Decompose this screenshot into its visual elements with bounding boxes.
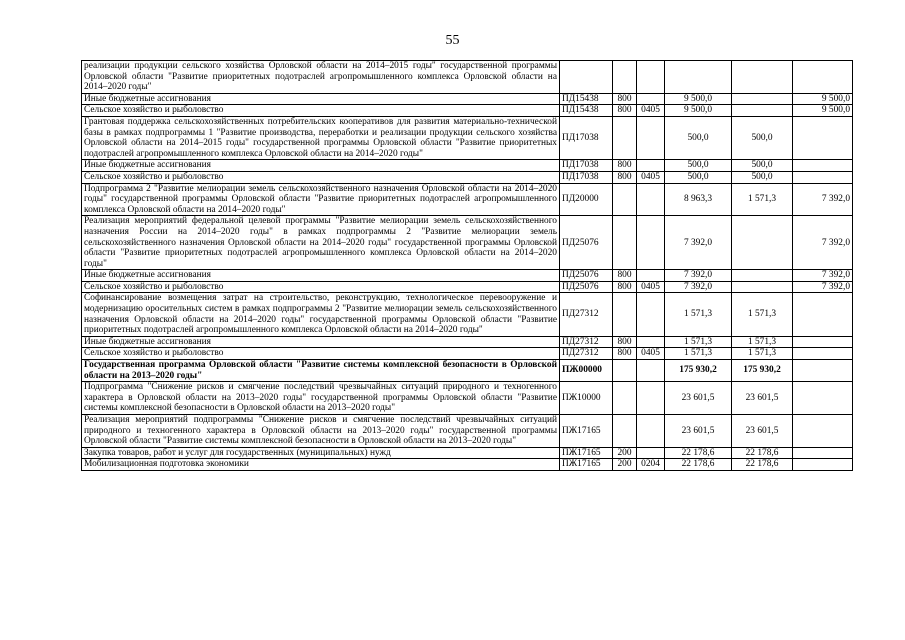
regional-amount-cell: 500,0 — [732, 160, 793, 172]
total-amount-cell: 1 571,3 — [665, 348, 732, 360]
target-code-cell: ПД25076 — [560, 216, 613, 270]
table-row — [82, 93, 853, 105]
section-cell: 0405 — [637, 348, 665, 360]
table-row — [82, 382, 853, 415]
total-amount-cell: 500,0 — [665, 171, 732, 183]
table-row — [82, 447, 853, 459]
target-code-cell: ПД25076 — [560, 281, 613, 293]
regional-amount-cell: 23 601,5 — [732, 382, 793, 415]
regional-amount-cell: 22 178,6 — [732, 459, 793, 471]
target-code-cell: ПД27312 — [560, 348, 613, 360]
table-row — [82, 105, 853, 117]
total-amount-cell: 9 500,0 — [665, 93, 732, 105]
table-row — [82, 293, 853, 336]
section-cell — [637, 61, 665, 94]
expense-type-cell: 800 — [613, 336, 637, 348]
target-code-cell: ПД15438 — [560, 105, 613, 117]
table-row — [82, 270, 853, 282]
expense-type-cell: 200 — [613, 447, 637, 459]
total-amount-cell: 500,0 — [665, 160, 732, 172]
expense-type-cell: 800 — [613, 348, 637, 360]
regional-amount-cell — [732, 281, 793, 293]
table-body — [82, 61, 853, 471]
federal-amount-cell — [793, 293, 853, 336]
regional-amount-cell — [732, 216, 793, 270]
row-name-cell: Сельское хозяйство и рыболовство — [82, 281, 560, 293]
expense-type-cell — [613, 116, 637, 159]
federal-amount-cell — [793, 382, 853, 415]
regional-amount-cell: 1 571,3 — [732, 336, 793, 348]
row-name-cell: реализации продукции сельского хозяйства Орловской области на 2014–2015 годы" государственной программы Орловской области "Развитие приоритетных подотраслей агропромышленного комплекса Орловской области на 2014–2020 годы" — [82, 61, 560, 94]
section-cell: 0405 — [637, 171, 665, 183]
federal-amount-cell: 7 392,0 — [793, 281, 853, 293]
row-name-cell: Реализация мероприятий подпрограммы "Снижение рисков и смягчение последствий чрезвычайных ситуаций природного и техногенного характера в Орловской области на 2013–2020 годы" государственной программы Орловской области "Развитие системы комплексной безопасности в Орловской области на 2013–2020 годы" — [82, 415, 560, 448]
total-amount-cell: 9 500,0 — [665, 105, 732, 117]
section-cell — [637, 216, 665, 270]
row-name-cell: Иные бюджетные ассигнования — [82, 93, 560, 105]
section-cell — [637, 183, 665, 216]
section-cell — [637, 336, 665, 348]
federal-amount-cell — [793, 360, 853, 382]
total-amount-cell — [665, 61, 732, 94]
section-cell — [637, 447, 665, 459]
federal-amount-cell: 9 500,0 — [793, 105, 853, 117]
expense-type-cell: 800 — [613, 105, 637, 117]
table-row — [82, 160, 853, 172]
row-name-cell: Сельское хозяйство и рыболовство — [82, 105, 560, 117]
federal-amount-cell — [793, 160, 853, 172]
regional-amount-cell — [732, 105, 793, 117]
total-amount-cell: 1 571,3 — [665, 336, 732, 348]
row-name-cell: Мобилизационная подготовка экономики — [82, 459, 560, 471]
section-cell — [637, 415, 665, 448]
regional-amount-cell: 1 571,3 — [732, 348, 793, 360]
regional-amount-cell: 1 571,3 — [732, 183, 793, 216]
section-cell — [637, 116, 665, 159]
table-row — [82, 415, 853, 448]
federal-amount-cell — [793, 171, 853, 183]
expense-type-cell: 800 — [613, 270, 637, 282]
section-cell — [637, 160, 665, 172]
federal-amount-cell — [793, 459, 853, 471]
federal-amount-cell — [793, 447, 853, 459]
row-name-cell: Иные бюджетные ассигнования — [82, 160, 560, 172]
table-row — [82, 183, 853, 216]
total-amount-cell: 23 601,5 — [665, 382, 732, 415]
total-amount-cell: 7 392,0 — [665, 281, 732, 293]
section-cell: 0204 — [637, 459, 665, 471]
page-number: 55 — [445, 33, 460, 48]
section-cell: 0405 — [637, 105, 665, 117]
regional-amount-cell: 1 571,3 — [732, 293, 793, 336]
expense-type-cell — [613, 216, 637, 270]
total-amount-cell: 22 178,6 — [665, 447, 732, 459]
row-name-cell: Иные бюджетные ассигнования — [82, 336, 560, 348]
section-cell — [637, 382, 665, 415]
target-code-cell: ПД17038 — [560, 116, 613, 159]
table-row — [82, 336, 853, 348]
total-amount-cell: 7 392,0 — [665, 270, 732, 282]
row-name-cell: Сельское хозяйство и рыболовство — [82, 171, 560, 183]
section-cell — [637, 293, 665, 336]
section-cell — [637, 360, 665, 382]
budget-table — [81, 60, 853, 471]
target-code-cell: ПД25076 — [560, 270, 613, 282]
expense-type-cell: 200 — [613, 459, 637, 471]
expense-type-cell — [613, 415, 637, 448]
regional-amount-cell: 500,0 — [732, 116, 793, 159]
table-row — [82, 459, 853, 471]
table-row — [82, 171, 853, 183]
target-code-cell: ПЖ17165 — [560, 459, 613, 471]
table-row — [82, 360, 853, 382]
federal-amount-cell: 9 500,0 — [793, 93, 853, 105]
target-code-cell: ПЖ17165 — [560, 415, 613, 448]
total-amount-cell: 8 963,3 — [665, 183, 732, 216]
federal-amount-cell: 7 392,0 — [793, 183, 853, 216]
target-code-cell: ПД27312 — [560, 293, 613, 336]
regional-amount-cell: 175 930,2 — [732, 360, 793, 382]
regional-amount-cell: 500,0 — [732, 171, 793, 183]
federal-amount-cell — [793, 415, 853, 448]
section-cell — [637, 270, 665, 282]
section-cell: 0405 — [637, 281, 665, 293]
expense-type-cell: 800 — [613, 160, 637, 172]
federal-amount-cell: 7 392,0 — [793, 216, 853, 270]
regional-amount-cell: 22 178,6 — [732, 447, 793, 459]
expense-type-cell: 800 — [613, 93, 637, 105]
federal-amount-cell — [793, 116, 853, 159]
target-code-cell: ПЖ10000 — [560, 382, 613, 415]
row-name-cell: Закупка товаров, работ и услуг для государственных (муниципальных) нужд — [82, 447, 560, 459]
row-name-cell: Государственная программа Орловской области "Развитие системы комплексной безопасности в Орловской области на 2013–2020 годы" — [82, 360, 560, 382]
table-row — [82, 281, 853, 293]
table-row — [82, 348, 853, 360]
total-amount-cell: 500,0 — [665, 116, 732, 159]
total-amount-cell: 175 930,2 — [665, 360, 732, 382]
expense-type-cell: 800 — [613, 281, 637, 293]
total-amount-cell: 1 571,3 — [665, 293, 732, 336]
federal-amount-cell — [793, 336, 853, 348]
total-amount-cell: 7 392,0 — [665, 216, 732, 270]
row-name-cell: Грантовая поддержка сельскохозяйственных потребительских кооперативов для развития материально-технической базы в рамках подпрограммы 1 "Развитие производства, переработки и реализации продукции сельского хозяйства Орловской области на 2014–2015 годы" государственной программы Орловской области "Развитие приоритетных подотраслей агропромышленного комплекса Орловской области на 2014–2020 годы" — [82, 116, 560, 159]
table-row — [82, 116, 853, 159]
target-code-cell: ПД15438 — [560, 93, 613, 105]
expense-type-cell — [613, 382, 637, 415]
row-name-cell: Реализация мероприятий федеральной целевой программы "Развитие мелиорации земель сельскохозяйственного назначения России на 2014–2020 годы" в рамках подпрограммы 2 "Развитие мелиорации земель сельскохозяйственного назначения Орловской области на 2014–2020 годы" государственной программы Орловской области "Развитие приоритетных подотраслей агропромышленного комплекса Орловской области на 2014–2020 годы" — [82, 216, 560, 270]
row-name-cell: Подпрограмма 2 "Развитие мелиорации земель сельскохозяйственного назначения Орловской области на 2014–2020 годы" государственной программы Орловской области "Развитие приоритетных подотраслей агропромышленного комплекса Орловской области на 2014–2020 годы" — [82, 183, 560, 216]
table-row — [82, 61, 853, 94]
federal-amount-cell: 7 392,0 — [793, 270, 853, 282]
table-row — [82, 216, 853, 270]
expense-type-cell — [613, 183, 637, 216]
federal-amount-cell — [793, 348, 853, 360]
expense-type-cell — [613, 61, 637, 94]
row-name-cell: Иные бюджетные ассигнования — [82, 270, 560, 282]
total-amount-cell: 23 601,5 — [665, 415, 732, 448]
row-name-cell: Софинансирование возмещения затрат на строительство, реконструкцию, технологическое перевооружение и модернизацию оросительных систем в рамках подпрограммы 2 "Развитие мелиорации земель сельскохозяйственного назначения Орловской области на 2014–2020 годы" государственной программы Орловской области "Развитие приоритетных подотраслей агропромышленного комплекса Орловской области на 2014–2020 годы" — [82, 293, 560, 336]
regional-amount-cell — [732, 270, 793, 282]
target-code-cell: ПЖ17165 — [560, 447, 613, 459]
expense-type-cell — [613, 360, 637, 382]
target-code-cell — [560, 61, 613, 94]
section-cell — [637, 93, 665, 105]
total-amount-cell: 22 178,6 — [665, 459, 732, 471]
row-name-cell: Подпрограмма "Снижение рисков и смягчение последствий чрезвычайных ситуаций природного и техногенного характера в Орловской области на 2013–2020 годы" государственной программы Орловской области "Развитие системы комплексной безопасности в Орловской области на 2013–2020 годы" — [82, 382, 560, 415]
expense-type-cell — [613, 293, 637, 336]
target-code-cell: ПЖ00000 — [560, 360, 613, 382]
regional-amount-cell — [732, 61, 793, 94]
target-code-cell: ПД20000 — [560, 183, 613, 216]
regional-amount-cell: 23 601,5 — [732, 415, 793, 448]
target-code-cell: ПД17038 — [560, 160, 613, 172]
regional-amount-cell — [732, 93, 793, 105]
target-code-cell: ПД27312 — [560, 336, 613, 348]
expense-type-cell: 800 — [613, 171, 637, 183]
federal-amount-cell — [793, 61, 853, 94]
target-code-cell: ПД17038 — [560, 171, 613, 183]
row-name-cell: Сельское хозяйство и рыболовство — [82, 348, 560, 360]
